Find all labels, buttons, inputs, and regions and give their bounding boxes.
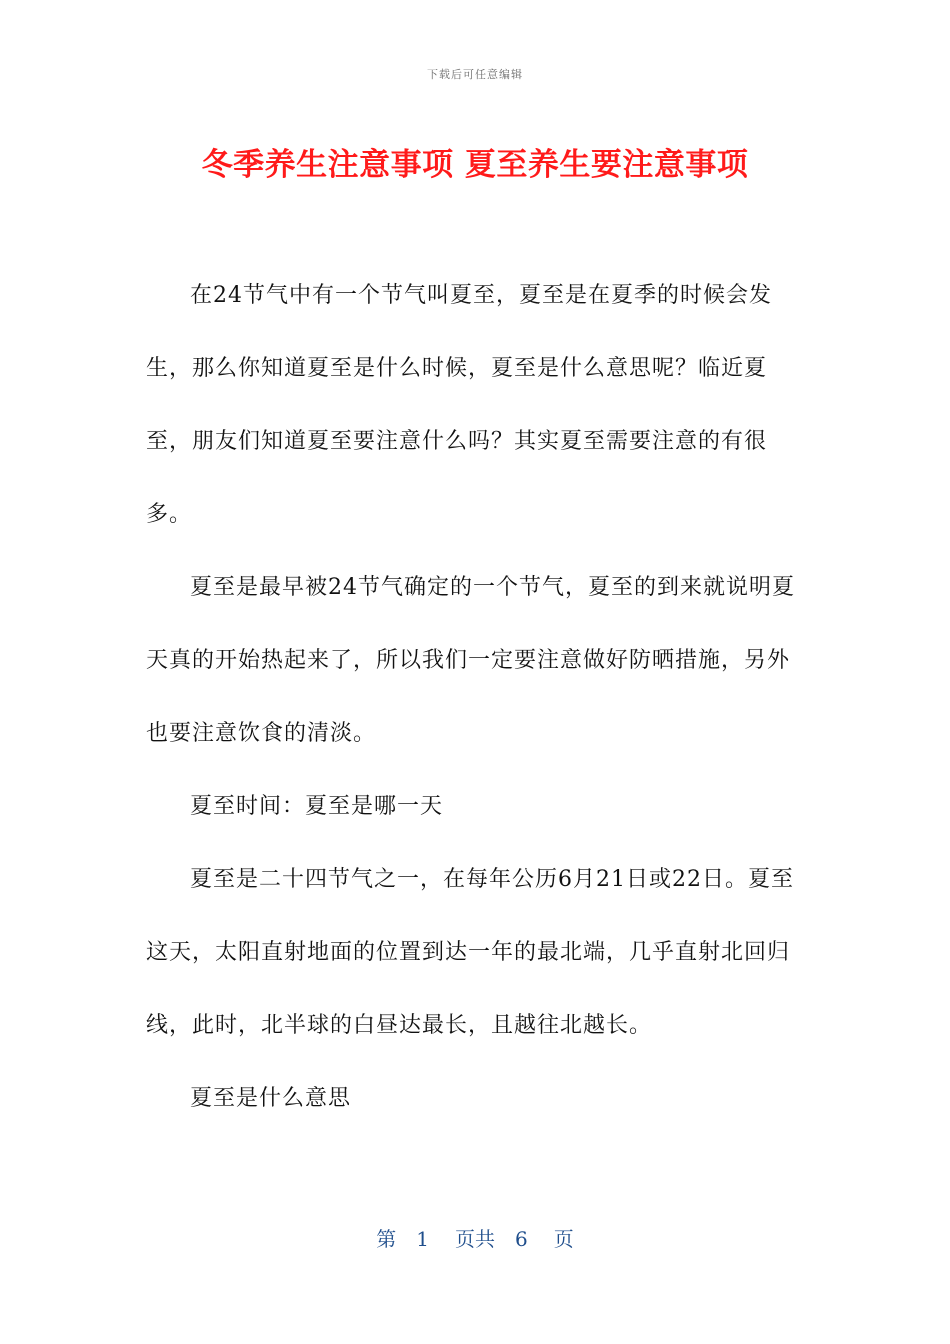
header-note: 下载后可任意编辑 xyxy=(427,68,523,81)
paragraph-3: 夏至时间：夏至是哪一天 xyxy=(190,794,444,819)
paragraph-4: 夏至是二十四节气之一，在每年公历6月21日或22日。夏至这天，太阳直射地面的位置到达一年的最北端，几乎直射北回归线，此时，北半球的白昼达最长，且越往北越长。 xyxy=(146,867,794,1038)
document-body xyxy=(146,259,806,1135)
footer-mid: 页共 xyxy=(455,1227,495,1251)
footer-total-pages: 6 xyxy=(515,1227,528,1251)
paragraph-2: 夏至是最早被24节气确定的一个节气，夏至的到来就说明夏天真的开始热起来了，所以我们一定要注意做好防晒措施，另外也要注意饮食的清淡。 xyxy=(146,575,795,746)
footer-suffix: 页 xyxy=(553,1227,574,1251)
paragraph-1: 在24节气中有一个节气叫夏至，夏至是在夏季的时候会发生，那么你知道夏至是什么时候，夏至是什么意思呢？临近夏至，朋友们知道夏至要注意什么吗？其实夏至需要注意的有很多。 xyxy=(146,283,772,527)
footer-prefix: 第 xyxy=(376,1227,397,1251)
paragraph-5: 夏至是什么意思 xyxy=(190,1086,352,1111)
footer-current-page: 1 xyxy=(416,1227,429,1251)
document-title: 冬季养生注意事项 夏至养生要注意事项 xyxy=(201,147,749,183)
page-footer xyxy=(0,1222,950,1256)
